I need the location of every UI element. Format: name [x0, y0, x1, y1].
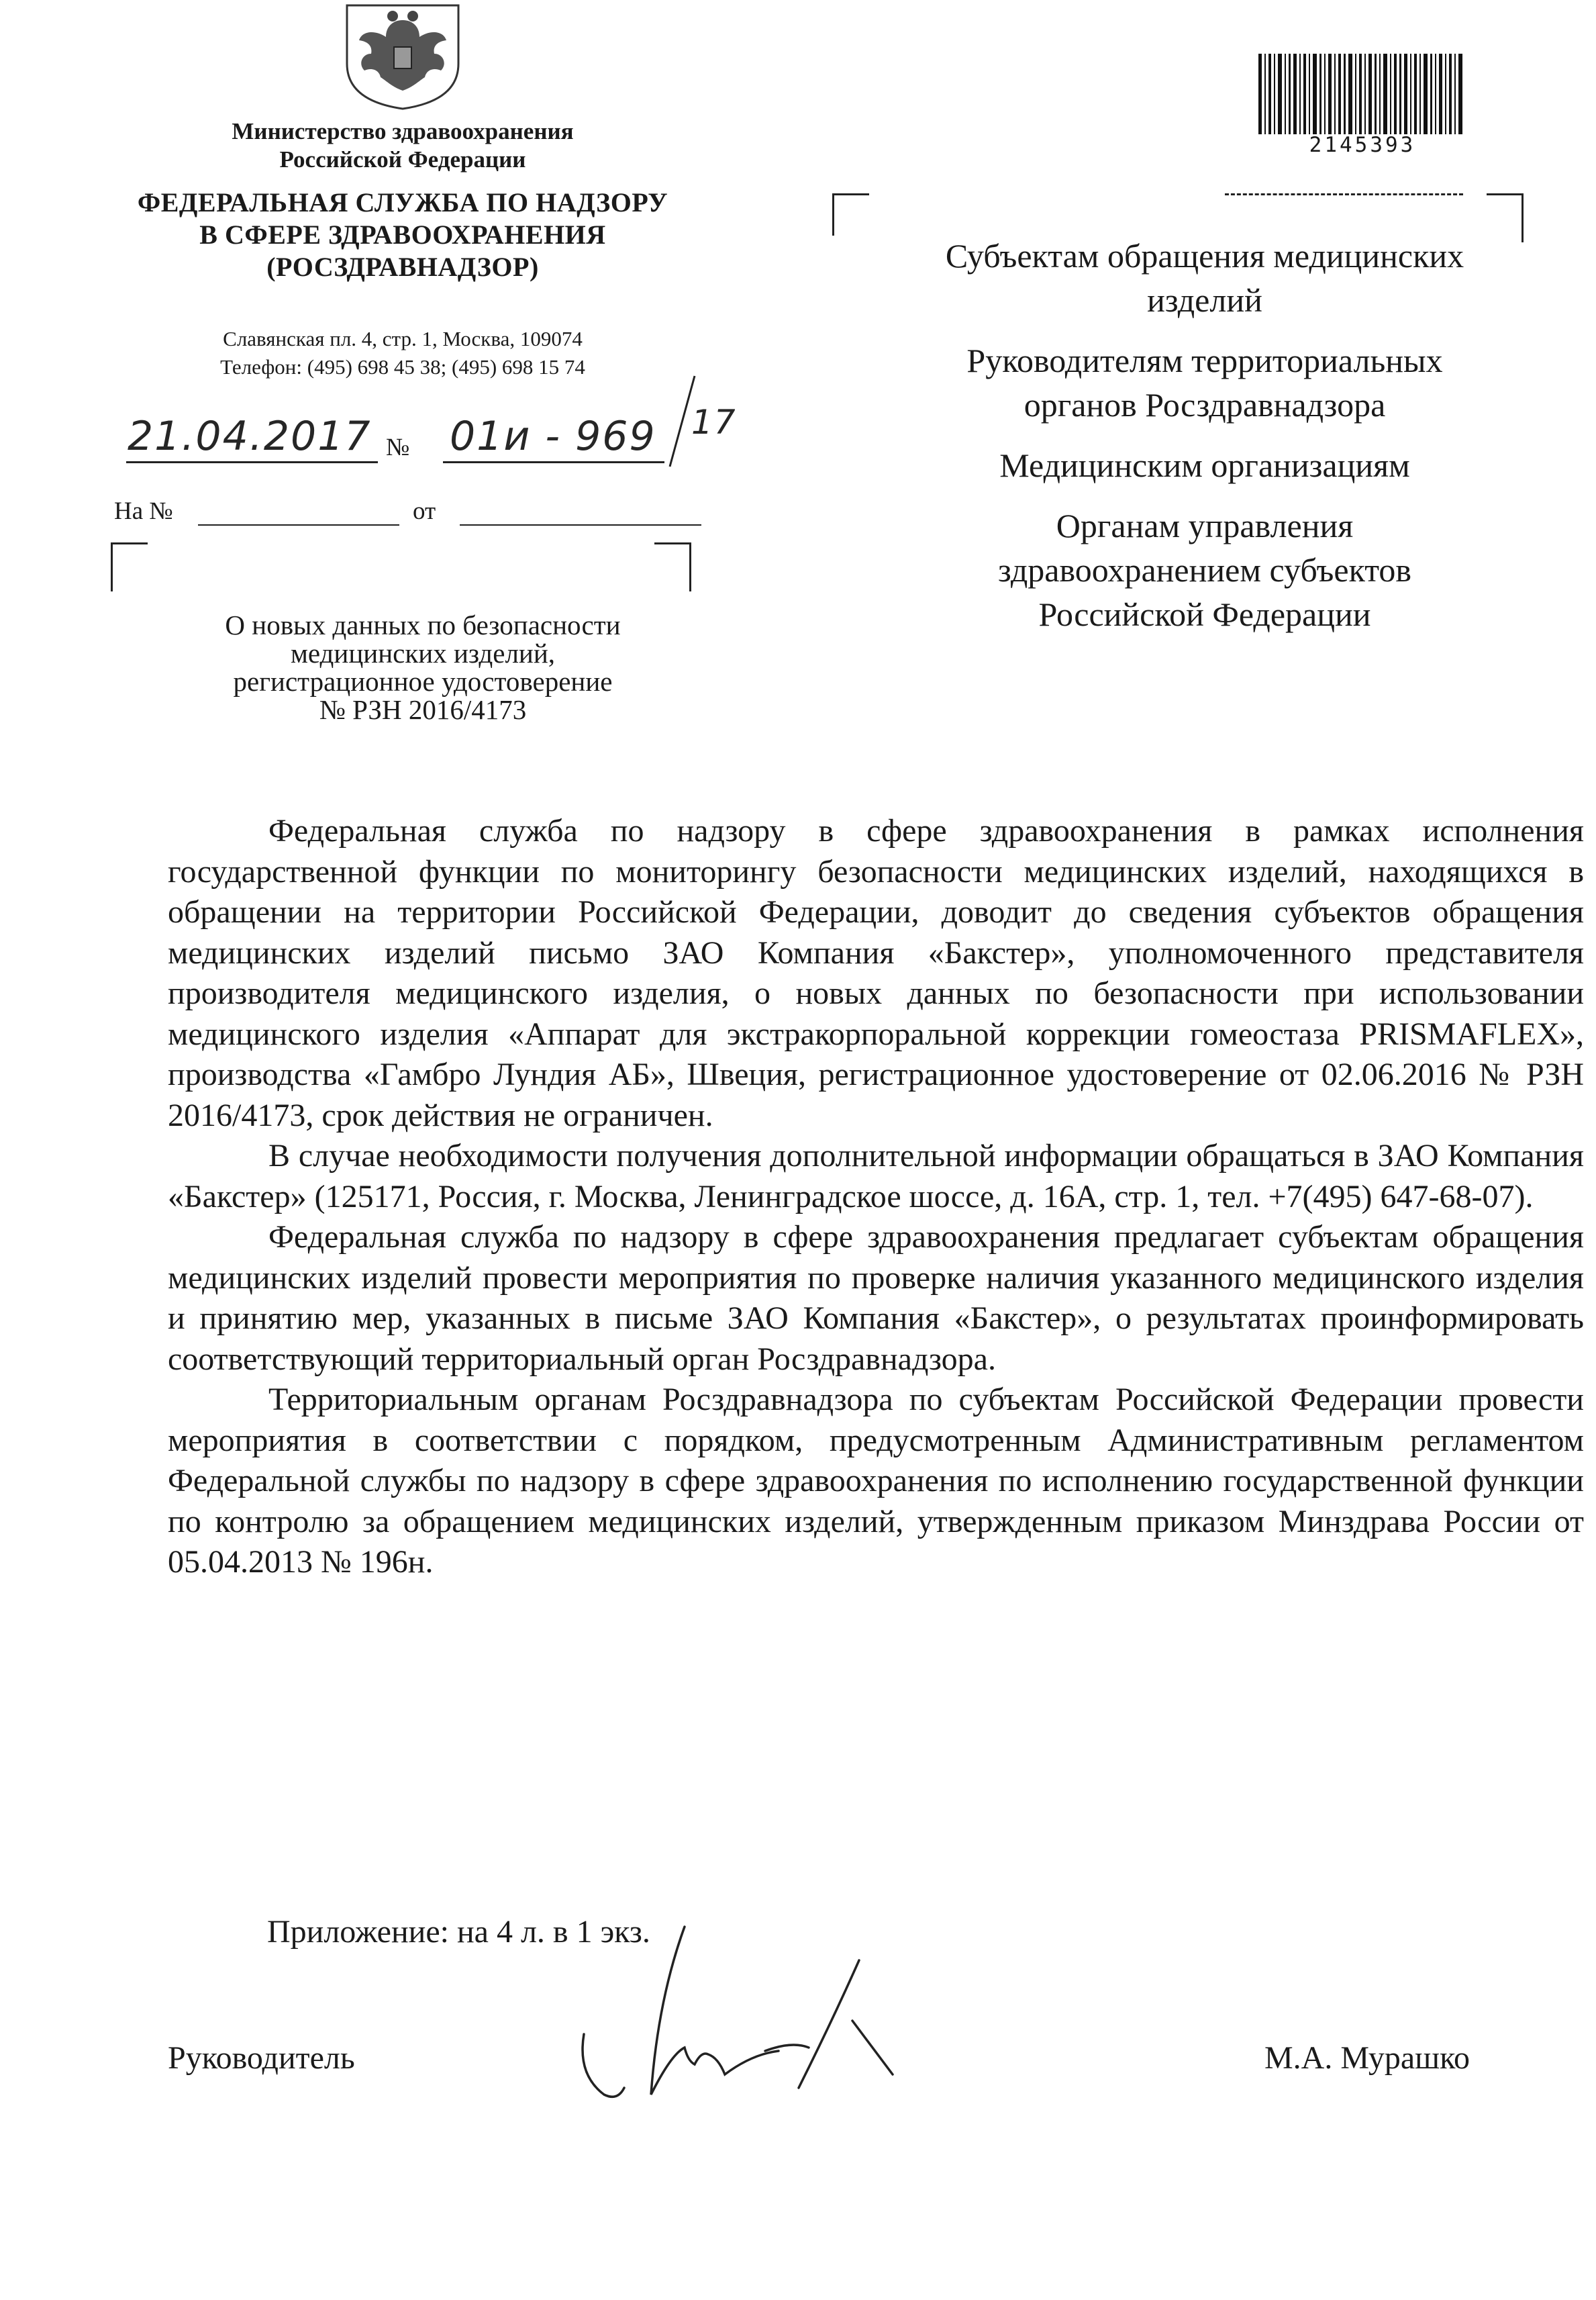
recipient-item: Руководителям территориальных органов Росздравнадзора	[966, 342, 1443, 424]
letter-body	[168, 811, 1584, 1583]
recipient-bracket-right	[1487, 193, 1524, 242]
corner-bracket-right	[654, 542, 691, 591]
signatory-position: Руководитель	[168, 2040, 355, 2076]
ministry-name	[148, 117, 658, 174]
subject-line-4: № РЗН 2016/4173	[319, 694, 527, 725]
body-paragraph: Федеральная служба по надзору в сфере здравоохранения предлагает субъектам обращения медицинских изделий провести мероприятия по проверке наличия указанного медицинского изделия и принятию мер, указанных в письме ЗАО Компания «Бакстер», о результатах проинформировать соответствующий территориальный орган Росздравнадзора.	[168, 1219, 1584, 1377]
ministry-line-2: Российской Федерации	[279, 146, 526, 173]
from-label: от	[413, 497, 436, 525]
subject-line-2: медицинских изделий,	[290, 638, 556, 669]
recipients-list	[926, 234, 1483, 653]
date-underline	[126, 461, 378, 463]
ministry-line-1: Министерство здравоохранения	[232, 118, 574, 144]
address: Славянская пл. 4, стр. 1, Москва, 109074	[223, 327, 583, 350]
number-underline	[443, 461, 664, 463]
signatory-name: М.А. Мурашко	[1264, 2040, 1470, 2076]
service-line-1: ФЕДЕРАЛЬНАЯ СЛУЖБА ПО НАДЗОРУ	[137, 187, 668, 218]
registration-line	[101, 403, 772, 467]
recipient-item: Медицинским организациям	[999, 446, 1410, 484]
reply-date-blank	[460, 524, 701, 526]
number-label: №	[386, 434, 410, 461]
reply-reference-line	[114, 497, 705, 530]
recipient-item: Органам управления здравоохранением субъектов Российской Федерации	[997, 507, 1412, 633]
registration-number: 01и - 969	[450, 413, 656, 460]
body-paragraph: Территориальным органам Росздравнадзора по субъектам Российской Федерации провести мероприятия в соответствии с порядком, предусмотренным Административным регламентом Федеральной службы по надзору в сфере здравоохранения по исполнению государственной функции по контролю за обращением медицинских изделий, утвержденным приказом Минздрава России от 05.04.2013 № 196н.	[168, 1382, 1584, 1580]
recipient-bracket-left	[832, 193, 869, 236]
barcode-icon	[1258, 54, 1463, 138]
coat-of-arms-icon	[339, 0, 466, 111]
letter-subject	[161, 611, 685, 724]
registration-date: 21.04.2017	[128, 413, 372, 460]
service-line-3: (РОСЗДРАВНАДЗОР)	[266, 252, 539, 282]
body-paragraph: В случае необходимости получения дополнительной информации обращаться в ЗАО Компания «Бакстер» (125171, Россия, г. Москва, Ленинградское шоссе, д. 16А, стр. 1, тел. +7(495) 647-68-07).	[168, 1138, 1584, 1214]
service-line-2: В СФЕРЕ ЗДРАВООХРАНЕНИЯ	[199, 220, 606, 250]
recipient-dashes	[1225, 193, 1463, 195]
reply-label: На №	[114, 497, 173, 525]
address-block	[121, 325, 685, 381]
handwritten-signature-icon	[577, 1920, 953, 2121]
recipient-item: Субъектам обращения медицинских изделий	[945, 237, 1464, 319]
registration-year-suffix: 17	[691, 403, 737, 442]
body-paragraph: Федеральная служба по надзору в сфере здравоохранения в рамках исполнения государственной функции по мониторингу безопасности медицинских изделий, находящихся в обращении на территории Российской Федерации, доводит до сведения субъектов обращения медицинских изделий письмо ЗАО Компания «Бакстер», уполномоченного представителя производителя медицинского изделия, о новых данных по безопасности при использовании медицинского изделия «Аппарат для экстракорпоральной коррекции гомеостаза PRISMAFLEX», производства «Гамбро Лундия АБ», Швеция, регистрационное удостоверение от 02.06.2016 № РЗН 2016/4173, срок действия не ограничен.	[168, 813, 1584, 1133]
appendix-note: Приложение: на 4 л. в 1 экз.	[267, 1914, 650, 1950]
service-name	[87, 187, 718, 283]
subject-line-3: регистрационное удостоверение	[233, 666, 613, 697]
phone: Телефон: (495) 698 45 38; (495) 698 15 74	[220, 355, 585, 379]
corner-bracket-left	[111, 542, 148, 591]
barcode-number: 2145393	[1309, 133, 1416, 157]
subject-line-1: О новых данных по безопасности	[225, 610, 621, 640]
reply-number-blank	[198, 524, 399, 526]
